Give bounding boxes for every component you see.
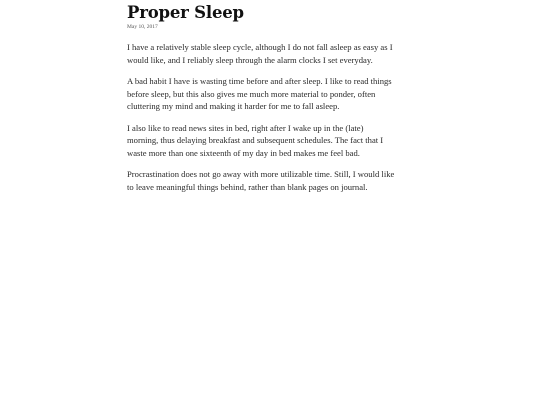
paragraph — [127, 168, 427, 193]
paragraph-line: cluttering my mind and making it harder for me to fall asleep. — [127, 101, 340, 111]
paragraph-line: to leave meaningful things behind, rather than blank pages on journal. — [127, 181, 368, 192]
paragraph-line: before sleep, but this also gives me much more material to ponder, often — [127, 88, 376, 99]
paragraph-line: would like, and I reliably sleep through the alarm clocks I set everyday. — [127, 54, 373, 65]
post-article — [127, 4, 427, 202]
paragraph-line: morning, thus delaying breakfast and subsequent schedules. The fact that I — [127, 135, 384, 145]
post-body — [127, 41, 427, 193]
paragraph-line: A bad habit I have is wasting time before and after sleep. I like to read things — [127, 76, 392, 86]
paragraph-line: waste more than one sixteenth of my day in bed makes me feel bad. — [127, 147, 360, 158]
paragraph — [127, 75, 427, 113]
post-title: Proper Sleep — [127, 3, 244, 22]
paragraph-line: I have a relatively stable sleep cycle, although I do not fall asleep as easy as I — [127, 42, 393, 52]
paragraph — [127, 41, 427, 66]
paragraph-line: I also like to read news sites in bed, right after I wake up in the (late) — [127, 122, 364, 133]
post-date: May 10, 2017 — [127, 24, 158, 30]
paragraph-line: Procrastination does not go away with more utilizable time. Still, I would like — [127, 169, 395, 179]
paragraph — [127, 122, 427, 160]
